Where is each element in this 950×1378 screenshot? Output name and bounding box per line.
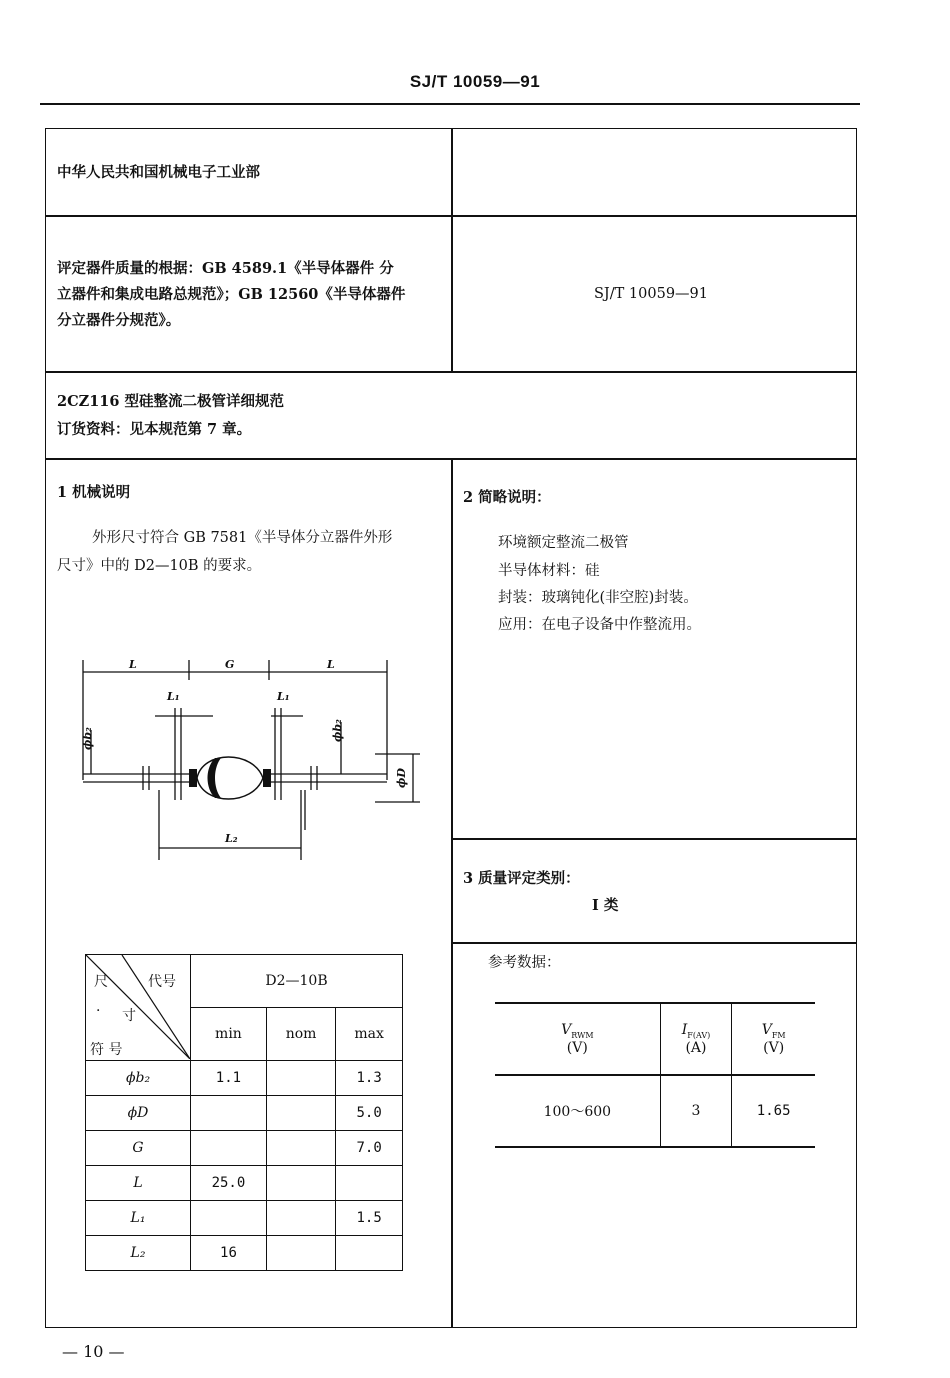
corner-symbol: 符 号 bbox=[90, 1042, 123, 1058]
row-nom bbox=[266, 1201, 335, 1236]
row-symbol: L bbox=[86, 1166, 191, 1201]
ref-unit: (V) bbox=[566, 1039, 588, 1056]
ref-sub: FM bbox=[771, 1030, 786, 1040]
row-max bbox=[336, 1166, 403, 1201]
col-nom: nom bbox=[266, 1008, 335, 1061]
section3-heading: 3 质量评定类别： bbox=[463, 870, 580, 887]
dim-label-L-right: L bbox=[327, 658, 335, 671]
row-min bbox=[191, 1131, 267, 1166]
table-row bbox=[86, 1096, 403, 1131]
col-max: max bbox=[336, 1008, 403, 1061]
dim-table-corner bbox=[86, 955, 191, 1061]
basis-line-3: 分立器件分规范》。 bbox=[57, 312, 181, 329]
row-max: 1.5 bbox=[336, 1201, 403, 1236]
dimension-table bbox=[85, 954, 403, 1271]
row-symbol: L₁ bbox=[86, 1201, 191, 1236]
dim-label-L1-right: L₁ bbox=[277, 690, 290, 703]
table-row bbox=[86, 1131, 403, 1166]
ref-unit: (A) bbox=[685, 1039, 707, 1056]
row-min: 1.1 bbox=[191, 1061, 267, 1096]
dim-label-L1-left: L₁ bbox=[167, 690, 180, 703]
row-max: 5.0 bbox=[336, 1096, 403, 1131]
row-max: 1.3 bbox=[336, 1061, 403, 1096]
section1-text-2: 尺寸》中的 D2—10B 的要求。 bbox=[57, 558, 262, 574]
table-row bbox=[86, 1061, 403, 1096]
section2-line-2: 半导体材料：硅 bbox=[498, 563, 600, 579]
ref-value-ifav: 3 bbox=[660, 1075, 732, 1147]
dim-label-G: G bbox=[225, 658, 235, 671]
row-symbol: G bbox=[86, 1131, 191, 1166]
corner-dot: · bbox=[96, 1003, 101, 1019]
basis-line-1: 评定器件质量的根据：GB 4589.1《半导体器件 分 bbox=[57, 260, 394, 277]
right-divider-1 bbox=[451, 838, 857, 840]
col-divider-bottom bbox=[451, 458, 453, 1328]
spec-title: 2CZ116 型硅整流二极管详细规范 bbox=[57, 393, 285, 410]
row-nom bbox=[266, 1061, 335, 1096]
section1-text-1: 外形尺寸符合 GB 7581《半导体分立器件外形 bbox=[92, 530, 393, 546]
basis-line-2: 立器件和集成电路总规范》；GB 12560《半导体器件 bbox=[57, 286, 406, 303]
table-row bbox=[86, 1201, 403, 1236]
diode-outline-drawing bbox=[75, 650, 435, 870]
section2-line-3: 封装：玻璃钝化(非空腔)封装。 bbox=[498, 590, 698, 606]
section2-heading: 2 简略说明： bbox=[463, 489, 551, 506]
order-info: 订货资料：见本规范第 7 章。 bbox=[57, 421, 252, 438]
corner-cun: 寸 bbox=[122, 1008, 136, 1024]
header-rule bbox=[40, 103, 860, 105]
row-min: 25.0 bbox=[191, 1166, 267, 1201]
section2-line-1: 环境额定整流二极管 bbox=[498, 535, 629, 551]
row-nom bbox=[266, 1096, 335, 1131]
row-divider-2 bbox=[45, 371, 857, 373]
dim-label-phib2-left: ϕb₂ bbox=[81, 727, 94, 750]
ref-value-vrwm: 100～600 bbox=[495, 1075, 660, 1147]
ministry-name: 中华人民共和国机械电子工业部 bbox=[57, 164, 260, 181]
row-nom bbox=[266, 1166, 335, 1201]
dim-label-L-left: L bbox=[129, 658, 137, 671]
ref-sym: V bbox=[761, 1022, 772, 1039]
quality-category: I 类 bbox=[592, 897, 619, 914]
corner-chi: 尺 bbox=[94, 974, 108, 990]
ref-sub: RWM bbox=[571, 1030, 594, 1040]
ref-sym: V bbox=[561, 1022, 572, 1039]
section1-heading: 1 机械说明 bbox=[57, 484, 131, 501]
row-symbol: L₂ bbox=[86, 1236, 191, 1271]
reference-label: 参考数据： bbox=[488, 955, 561, 971]
row-min bbox=[191, 1201, 267, 1236]
package-code: D2—10B bbox=[191, 955, 403, 1008]
page-number: — 10 — bbox=[62, 1342, 125, 1361]
row-nom bbox=[266, 1131, 335, 1166]
dim-label-L2: L₂ bbox=[225, 832, 238, 845]
col-min: min bbox=[191, 1008, 267, 1061]
ref-value-vfm: 1.65 bbox=[732, 1075, 815, 1147]
ref-header-vrwm bbox=[495, 1003, 660, 1075]
table-row bbox=[86, 1166, 403, 1201]
ref-header-vfm bbox=[732, 1003, 815, 1075]
doc-number: SJ/T 10059—91 bbox=[594, 286, 708, 302]
row-max bbox=[336, 1236, 403, 1271]
row-max: 7.0 bbox=[336, 1131, 403, 1166]
ref-unit: (V) bbox=[763, 1039, 785, 1056]
dim-label-phib2-right: ϕb₂ bbox=[331, 719, 344, 742]
row-min bbox=[191, 1096, 267, 1131]
col-divider-top bbox=[451, 128, 453, 371]
row-min: 16 bbox=[191, 1236, 267, 1271]
dim-label-phiD: ϕD bbox=[395, 768, 408, 788]
reference-data-table bbox=[495, 1002, 815, 1148]
section2-line-4: 应用：在电子设备中作整流用。 bbox=[498, 617, 701, 633]
ref-sym: I bbox=[681, 1022, 688, 1039]
table-row bbox=[86, 1236, 403, 1271]
ref-header-ifav bbox=[660, 1003, 732, 1075]
row-symbol: ϕD bbox=[86, 1096, 191, 1131]
page-header: SJ/T 10059—91 bbox=[409, 72, 541, 91]
row-symbol: ϕb₂ bbox=[86, 1061, 191, 1096]
row-nom bbox=[266, 1236, 335, 1271]
right-divider-2 bbox=[451, 942, 857, 944]
corner-code: 代号 bbox=[148, 974, 176, 990]
ref-sub: F(AV) bbox=[687, 1030, 711, 1040]
